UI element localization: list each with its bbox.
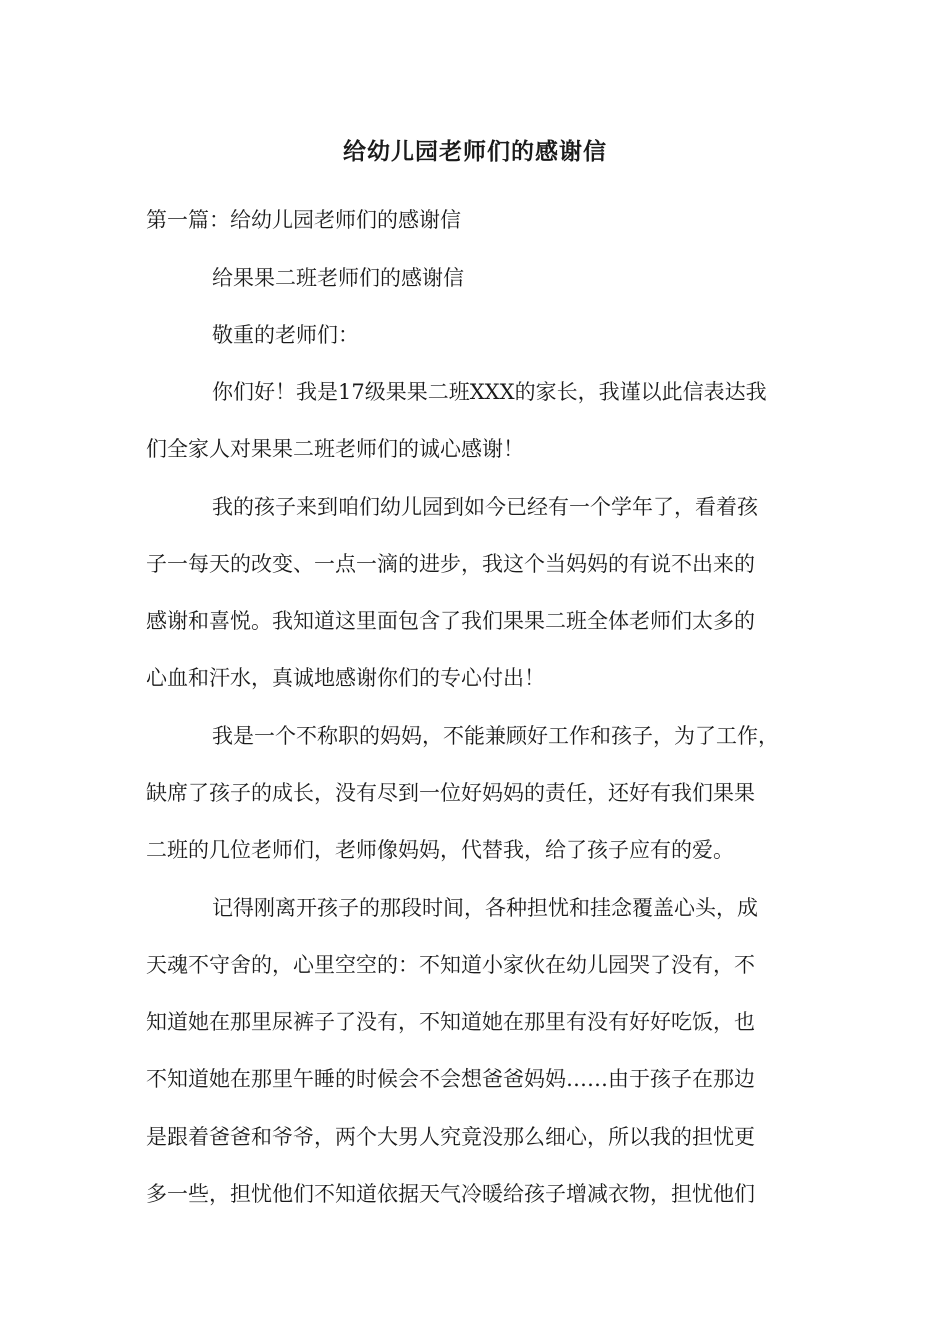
paragraph-line: 你们好！我是17级果果二班XXX的家长，我谨以此信表达我 <box>212 380 767 404</box>
letter-subtitle: 给果果二班老师们的感谢信 <box>212 266 464 290</box>
paragraph-line: 是跟着爸爸和爷爷，两个大男人究竟没那么细心，所以我的担忧更 <box>146 1125 755 1149</box>
paragraph-line: 天魂不守舍的，心里空空的：不知道小家伙在幼儿园哭了没有，不 <box>146 953 755 977</box>
paragraph-line: 知道她在那里尿裤子了没有，不知道她在那里有没有好好吃饭，也 <box>146 1010 755 1034</box>
paragraph-line: 我是一个不称职的妈妈，不能兼顾好工作和孩子，为了工作， <box>212 724 779 748</box>
section-heading: 第一篇：给幼儿园老师们的感谢信 <box>146 208 461 232</box>
paragraph-line: 我的孩子来到咱们幼儿园到如今已经有一个学年了，看着孩 <box>212 495 758 519</box>
paragraph-line: 二班的几位老师们，老师像妈妈，代替我，给了孩子应有的爱。 <box>146 838 734 862</box>
paragraph-line: 多一些，担忧他们不知道依据天气冷暖给孩子增减衣物，担忧他们 <box>146 1182 755 1206</box>
paragraph-line: 子一每天的改变、一点一滴的进步，我这个当妈妈的有说不出来的 <box>146 552 755 576</box>
paragraph-line: 记得刚离开孩子的那段时间，各种担忧和挂念覆盖心头，成 <box>212 896 758 920</box>
paragraph-line: 不知道她在那里午睡的时候会不会想爸爸妈妈……由于孩子在那边 <box>146 1067 755 1091</box>
paragraph-line: 缺席了孩子的成长，没有尽到一位好妈妈的责任，还好有我们果果 <box>146 781 755 805</box>
paragraph-line: 感谢和喜悦。我知道这里面包含了我们果果二班全体老师们太多的 <box>146 609 755 633</box>
paragraph-line: 们全家人对果果二班老师们的诚心感谢！ <box>146 437 524 461</box>
letter-salutation: 敬重的老师们： <box>212 323 359 347</box>
document-title: 给幼儿园老师们的感谢信 <box>343 138 607 165</box>
paragraph-line: 心血和汗水，真诚地感谢你们的专心付出！ <box>146 666 545 690</box>
